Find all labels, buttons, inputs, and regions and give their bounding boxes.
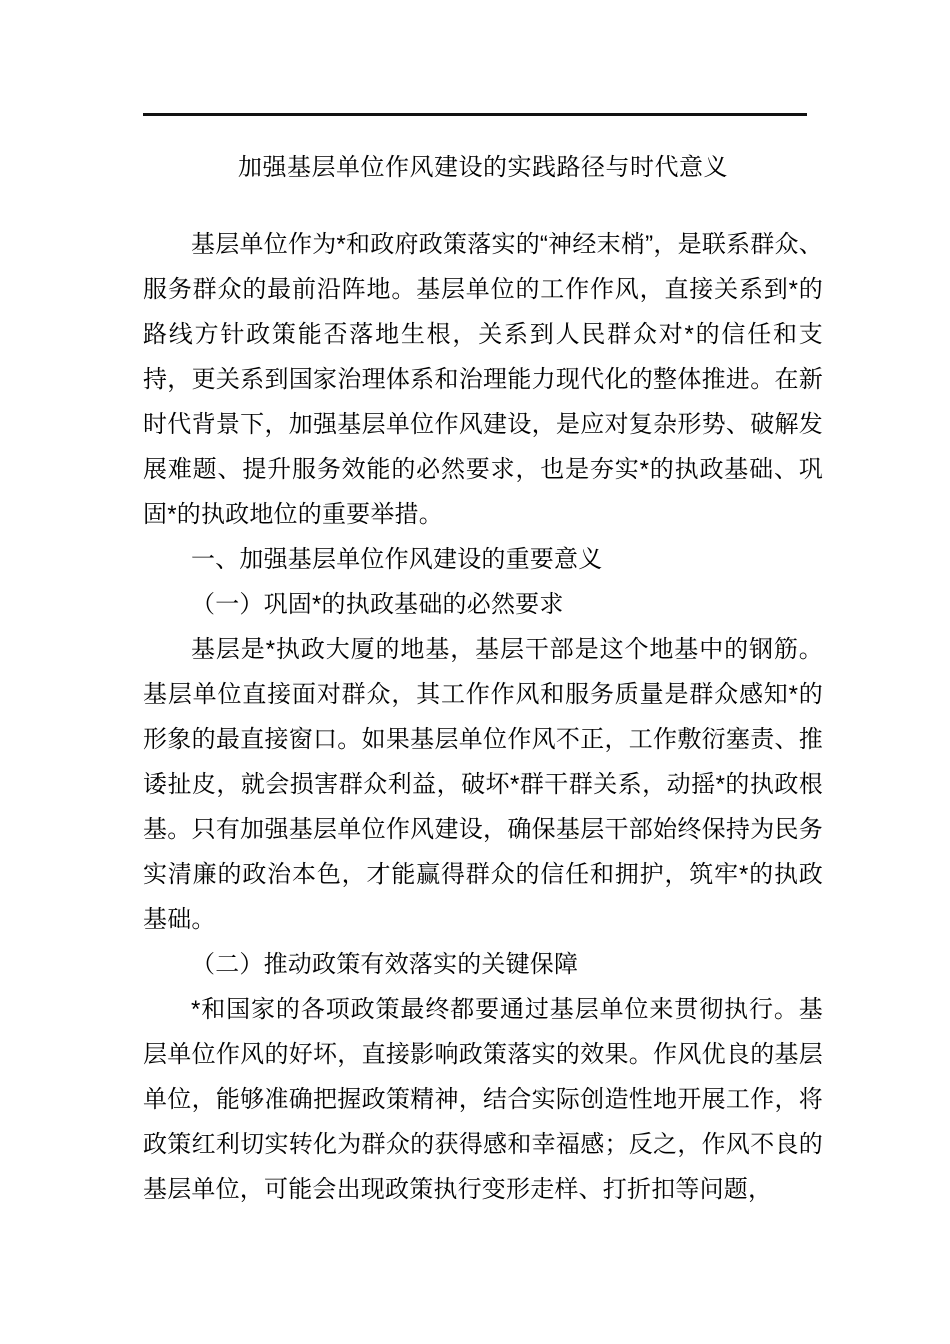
section-heading-1: 一、加强基层单位作风建设的重要意义	[191, 546, 603, 573]
header-rule-divider	[143, 113, 807, 116]
paragraph-section-1-1: 基层是*执政大厦的地基，基层干部是这个地基中的钢筋。基层单位直接面对群众，其工作作风和服务质量是群众感知*的形象的最直接窗口。如果基层单位作风不正，工作敷衍塞责、推诿扯皮，就会损害群众利益，破坏*群干群关系，动摇*的执政根基。只有加强基层单位作风建设，确保基层干部始终保持为民务实清廉的政治本色，才能赢得群众的信任和拥护，筑牢*的执政基础。	[143, 636, 823, 933]
document-title: 加强基层单位作风建设的实践路径与时代意义	[238, 154, 728, 181]
document-body	[143, 222, 823, 1212]
paragraph-intro: 基层单位作为*和政府政策落实的“神经末梢”，是联系群众、服务群众的最前沿阵地。基层单位的工作作风，直接关系到*的路线方针政策能否落地生根，关系到人民群众对*的信任和支持，更关系到国家治理体系和治理能力现代化的整体推进。在新时代背景下，加强基层单位作风建设，是应对复杂形势、破解发展难题、提升服务效能的必然要求，也是夯实*的执政基础、巩固*的执政地位的重要举措。	[143, 231, 823, 528]
subsection-heading-1-1: （一）巩固*的执政基础的必然要求	[191, 591, 564, 618]
paragraph-section-1-2: *和国家的各项政策最终都要通过基层单位来贯彻执行。基层单位作风的好坏，直接影响政策落实的效果。作风优良的基层单位，能够准确把握政策精神，结合实际创造性地开展工作，将政策红利切实转化为群众的获得感和幸福感；反之，作风不良的基层单位，可能会出现政策执行变形走样、打折扣等问题，	[143, 996, 823, 1203]
subsection-heading-1-2: （二）推动政策有效落实的关键保障	[191, 951, 579, 978]
